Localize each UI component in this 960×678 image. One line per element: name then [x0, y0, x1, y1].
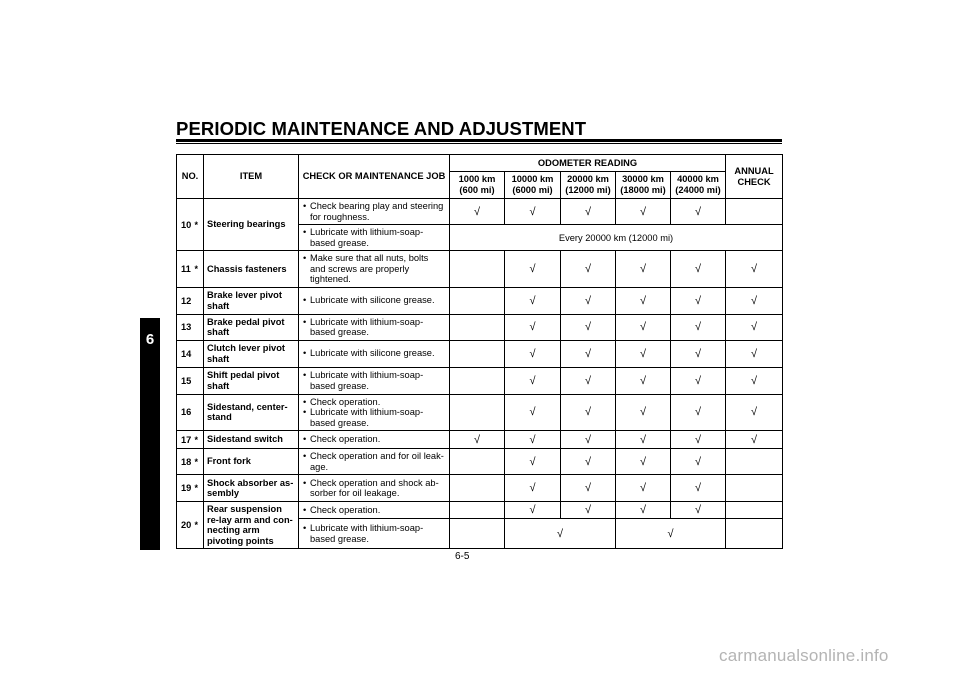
asterisk-mark: *: [195, 251, 204, 288]
check-mark: √: [726, 314, 783, 340]
asterisk-mark: [195, 314, 204, 340]
bullet-mark: •: [303, 348, 307, 359]
table-row: [177, 394, 783, 431]
check-mark: √: [505, 431, 561, 449]
header-interval-line: (600 mi): [459, 185, 495, 195]
header-interval-line: (18000 mi): [620, 185, 666, 195]
check-mark: √: [561, 340, 616, 367]
item-name: Shock absorber as-sembly: [204, 475, 299, 502]
table-row: [177, 431, 783, 449]
job-text: [299, 431, 450, 449]
job-bullet-item: [303, 201, 446, 222]
check-mark: √: [671, 502, 726, 519]
empty-cell: [726, 475, 783, 502]
job-bullet-item: [303, 523, 446, 544]
row-number: 16: [177, 394, 195, 431]
check-mark: √: [671, 287, 726, 314]
header-interval-line: 40000 km: [677, 174, 719, 184]
header-interval: [505, 172, 561, 199]
table-row: [177, 502, 783, 519]
check-mark: √: [671, 314, 726, 340]
empty-cell: [450, 251, 505, 288]
job-line: Make sure that all nuts, bolts and screws are properly tightened.: [310, 253, 429, 284]
check-mark: √: [505, 199, 561, 225]
check-mark: √: [671, 394, 726, 431]
row-number: 13: [177, 314, 195, 340]
check-mark: √: [671, 449, 726, 475]
asterisk-mark: [195, 287, 204, 314]
title-rule-thick: [176, 139, 782, 142]
empty-cell: [450, 502, 505, 519]
check-mark: √: [616, 475, 671, 502]
empty-cell: [726, 199, 783, 225]
check-mark: √: [561, 251, 616, 288]
job-text: [299, 519, 450, 549]
check-mark: √: [726, 287, 783, 314]
check-mark: √: [505, 340, 561, 367]
job-line: Check operation.: [310, 504, 381, 515]
table-row: [177, 199, 783, 225]
check-mark: √: [561, 502, 616, 519]
header-item: ITEM: [204, 155, 299, 199]
bullet-mark: •: [303, 227, 307, 237]
table-row: [177, 287, 783, 314]
check-mark: √: [561, 367, 616, 394]
job-text: [299, 394, 450, 431]
asterisk-mark: *: [195, 475, 204, 502]
check-mark: √: [726, 367, 783, 394]
job-bullet-item: [303, 407, 446, 428]
job-bullet-item: [303, 397, 446, 408]
row-number: 11: [177, 251, 195, 288]
empty-cell: [726, 502, 783, 519]
asterisk-mark: [195, 394, 204, 431]
check-mark: √: [671, 475, 726, 502]
header-interval-line: (24000 mi): [675, 185, 721, 195]
check-mark: √: [671, 199, 726, 225]
job-line: Lubricate with lithium-soap-based grease.: [310, 227, 424, 248]
job-text: [299, 287, 450, 314]
item-name: Shift pedal pivot shaft: [204, 367, 299, 394]
empty-cell: [450, 287, 505, 314]
header-no: NO.: [177, 155, 204, 199]
page-title: PERIODIC MAINTENANCE AND ADJUSTMENT: [176, 118, 587, 139]
check-mark: √: [505, 367, 561, 394]
job-bullet-item: [303, 348, 446, 359]
item-name: Front fork: [204, 449, 299, 475]
title-rule-thin: [176, 143, 782, 144]
job-bullet-item: [303, 317, 446, 338]
table-row: [177, 314, 783, 340]
job-bullet-item: [303, 505, 446, 516]
check-mark: √: [505, 502, 561, 519]
row-number: 18: [177, 449, 195, 475]
bullet-mark: •: [303, 201, 307, 211]
asterisk-mark: *: [195, 502, 204, 549]
check-mark: √: [505, 394, 561, 431]
header-interval-line: 20000 km: [567, 174, 609, 184]
item-name: Steering bearings: [204, 199, 299, 251]
header-annual: ANNUAL CHECK: [726, 155, 783, 199]
check-mark: √: [616, 199, 671, 225]
empty-cell: [450, 449, 505, 475]
bullet-mark: •: [303, 523, 307, 533]
job-line: Lubricate with lithium-soap-based grease.: [310, 407, 424, 428]
empty-cell: [450, 314, 505, 340]
check-mark: √: [616, 314, 671, 340]
bullet-mark: •: [303, 407, 307, 417]
row-number: 17: [177, 431, 195, 449]
row-number: 19: [177, 475, 195, 502]
row-number: 14: [177, 340, 195, 367]
check-mark: √: [561, 199, 616, 225]
check-mark: √: [561, 449, 616, 475]
asterisk-mark: [195, 367, 204, 394]
job-text: [299, 475, 450, 502]
item-name: Rear suspension re-lay arm and con-necting arm pivoting points: [204, 502, 299, 549]
row-number: 10: [177, 199, 195, 251]
empty-cell: [726, 519, 783, 549]
header-interval-line: (12000 mi): [565, 185, 611, 195]
check-mark: √: [505, 287, 561, 314]
empty-cell: [726, 449, 783, 475]
job-text: [299, 314, 450, 340]
check-mark: √: [671, 367, 726, 394]
item-name: Brake lever pivot shaft: [204, 287, 299, 314]
job-text: [299, 199, 450, 225]
asterisk-mark: *: [195, 449, 204, 475]
job-bullet-item: [303, 370, 446, 391]
empty-cell: [450, 340, 505, 367]
table-row: [177, 475, 783, 502]
job-bullet-item: [303, 253, 446, 285]
check-mark: √: [505, 475, 561, 502]
check-mark: √: [671, 251, 726, 288]
bullet-mark: •: [303, 477, 307, 488]
check-mark: √: [561, 475, 616, 502]
check-mark: √: [561, 287, 616, 314]
header-interval: [450, 172, 505, 199]
bullet-mark: •: [303, 396, 307, 407]
header-interval-line: 30000 km: [622, 174, 664, 184]
check-mark: √: [561, 314, 616, 340]
bullet-mark: •: [303, 253, 307, 263]
job-line: Check bearing play and steering for roughness.: [310, 201, 444, 222]
job-line: Lubricate with lithium-soap-based grease.: [310, 523, 424, 544]
page-number: 6-5: [455, 551, 470, 562]
check-mark: √: [450, 431, 505, 449]
header-interval-line: 1000 km: [458, 174, 496, 184]
bullet-mark: •: [303, 370, 307, 380]
header-interval-line: 10000 km: [511, 174, 554, 184]
item-name: Sidestand, center-stand: [204, 394, 299, 431]
check-mark: √: [726, 340, 783, 367]
check-mark: √: [616, 251, 671, 288]
header-interval: [561, 172, 616, 199]
bullet-mark: •: [303, 295, 307, 306]
bullet-mark: •: [303, 451, 307, 461]
job-line: Check operation.: [310, 434, 381, 445]
watermark: carmanualsonline.info: [719, 646, 889, 665]
table-row: [177, 251, 783, 288]
header-job: CHECK OR MAINTENANCE JOB: [299, 155, 450, 199]
chapter-tab: 6: [140, 318, 160, 550]
check-mark: √: [726, 394, 783, 431]
check-mark: √: [561, 394, 616, 431]
check-mark: √: [616, 449, 671, 475]
item-name: Chassis fasteners: [204, 251, 299, 288]
job-bullet-item: [303, 227, 446, 248]
job-line: Lubricate with lithium-soap-based grease.: [310, 316, 424, 337]
check-mark: √: [671, 340, 726, 367]
job-line: Check operation and for oil leak-age.: [310, 451, 444, 472]
check-mark: √: [616, 431, 671, 449]
job-bullet-item: [303, 451, 446, 472]
check-mark: √: [616, 340, 671, 367]
table-row: [177, 367, 783, 394]
asterisk-mark: *: [195, 431, 204, 449]
check-mark: √: [505, 314, 561, 340]
table-row: [177, 340, 783, 367]
check-mark: √: [616, 367, 671, 394]
job-line: Check operation and shock ab-sorber for oil leakage.: [310, 477, 439, 498]
check-mark: √: [450, 199, 505, 225]
job-line: Lubricate with lithium-soap-based grease.: [310, 370, 424, 391]
job-bullet-item: [303, 295, 446, 306]
check-mark: √: [671, 431, 726, 449]
empty-cell: [450, 475, 505, 502]
item-name: Brake pedal pivot shaft: [204, 314, 299, 340]
header-odometer: ODOMETER READING: [450, 155, 726, 172]
job-text: [299, 367, 450, 394]
bullet-mark: •: [303, 316, 307, 327]
job-line: Lubricate with silicone grease.: [310, 348, 435, 359]
empty-cell: [450, 519, 505, 549]
row-number: 12: [177, 287, 195, 314]
item-name: Clutch lever pivot shaft: [204, 340, 299, 367]
job-bullet-item: [303, 478, 446, 499]
job-line: Check operation.: [310, 396, 381, 407]
asterisk-mark: [195, 340, 204, 367]
asterisk-mark: *: [195, 199, 204, 251]
check-mark: √: [616, 519, 726, 549]
check-mark: √: [505, 519, 616, 549]
job-text: [299, 225, 450, 251]
check-mark: √: [726, 431, 783, 449]
header-interval-line: (6000 mi): [512, 185, 553, 195]
check-mark: √: [505, 449, 561, 475]
check-mark: √: [616, 502, 671, 519]
job-text: [299, 340, 450, 367]
interval-note: Every 20000 km (12000 mi): [450, 225, 783, 251]
empty-cell: [450, 394, 505, 431]
check-mark: √: [726, 251, 783, 288]
job-bullet-item: [303, 434, 446, 445]
header-interval: [616, 172, 671, 199]
bullet-mark: •: [303, 504, 307, 515]
table-row: [177, 449, 783, 475]
check-mark: √: [616, 394, 671, 431]
check-mark: √: [505, 251, 561, 288]
empty-cell: [450, 367, 505, 394]
job-line: Lubricate with silicone grease.: [310, 295, 435, 306]
item-name: Sidestand switch: [204, 431, 299, 449]
job-text: [299, 251, 450, 288]
bullet-mark: •: [303, 434, 307, 445]
header-interval: [671, 172, 726, 199]
row-number: 15: [177, 367, 195, 394]
check-mark: √: [561, 431, 616, 449]
job-text: [299, 449, 450, 475]
maintenance-table: [176, 154, 783, 549]
row-number: 20: [177, 502, 195, 549]
job-text: [299, 502, 450, 519]
check-mark: √: [616, 287, 671, 314]
